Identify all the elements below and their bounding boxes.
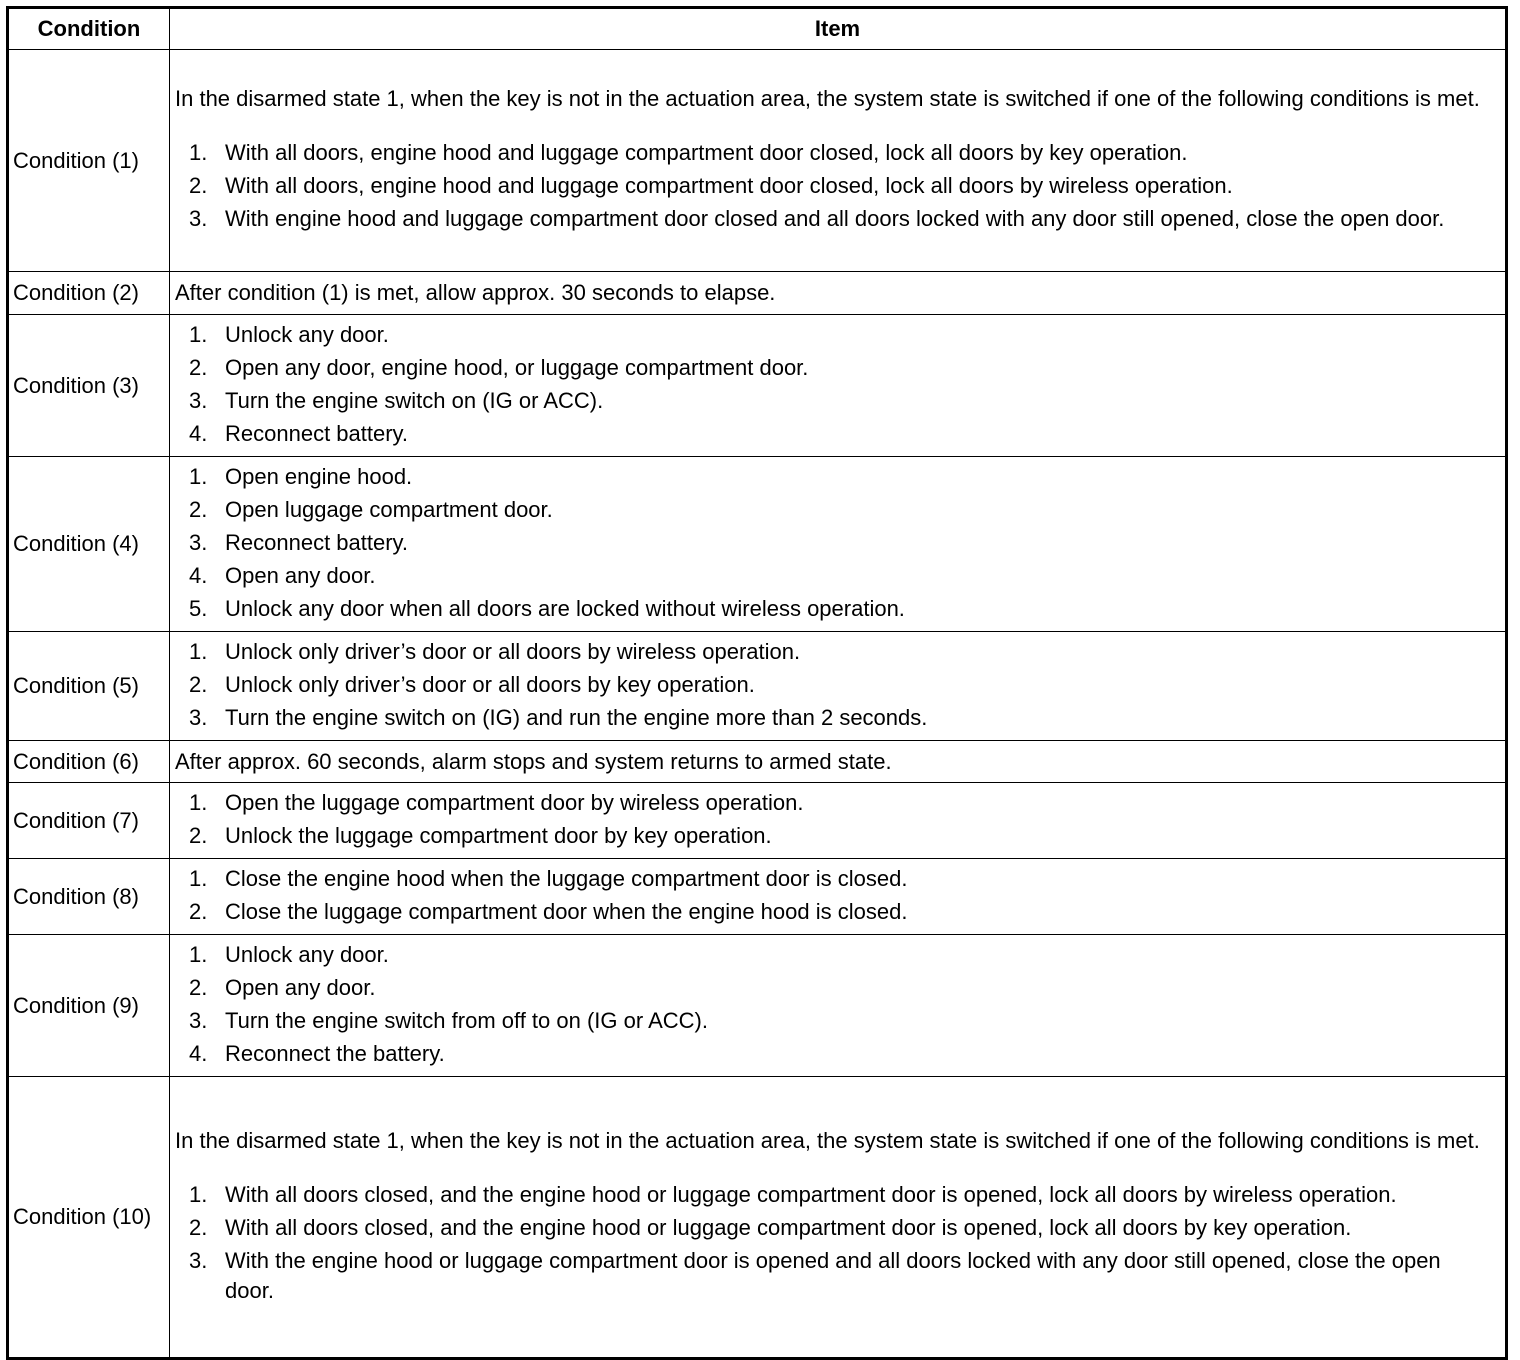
item-cell: [170, 741, 1507, 783]
condition-cell: Condition (7): [8, 783, 170, 859]
list-item-text: Reconnect the battery.: [225, 1041, 445, 1066]
item-list: [175, 138, 1487, 234]
list-item-number: 1.: [189, 942, 208, 967]
list-item-number: 3.: [189, 1008, 208, 1033]
item-list: [175, 462, 1487, 624]
list-item: [175, 594, 1487, 624]
list-item: [175, 788, 1487, 818]
list-item-number: 3.: [189, 530, 208, 555]
condition-cell: Condition (8): [8, 859, 170, 935]
item-cell: [170, 457, 1507, 632]
list-item-text: Close the luggage compartment door when the engine hood is closed.: [225, 899, 908, 924]
list-item: [175, 204, 1487, 234]
list-item: [175, 462, 1487, 492]
list-item-text: Reconnect battery.: [225, 421, 409, 446]
list-item-text: Open any door.: [225, 563, 376, 588]
list-item-text: Turn the engine switch on (IG) and run the engine more than 2 seconds.: [225, 705, 928, 730]
list-item-number: 1.: [189, 1181, 208, 1207]
list-item-number: 4.: [189, 1041, 208, 1066]
list-item-number: 3.: [189, 206, 208, 231]
list-item-text: Unlock any door.: [225, 322, 389, 347]
item-list: [175, 864, 1487, 927]
list-item-text: Turn the engine switch on (IG or ACC).: [225, 388, 604, 413]
item-intro: In the disarmed state 1, when the key is not in the actuation area, the system state is switched if one of the following conditions is met.: [175, 86, 1480, 111]
list-item-number: 2.: [189, 823, 208, 848]
condition-cell: Condition (3): [8, 315, 170, 457]
list-item-number: 2.: [189, 497, 208, 522]
list-item-number: 2.: [189, 173, 208, 198]
header-condition: Condition: [8, 8, 170, 50]
list-item-text: With all doors closed, and the engine hood or luggage compartment door is opened, lock all doors by key operation.: [225, 1214, 1352, 1240]
item-list: [175, 1180, 1487, 1306]
list-item: [175, 138, 1487, 168]
list-item-text: Close the engine hood when the luggage compartment door is closed.: [225, 866, 908, 891]
table-row: [8, 741, 1507, 783]
item-cell: [170, 935, 1507, 1077]
item-cell: [170, 50, 1507, 272]
list-item-text: Open the luggage compartment door by wireless operation.: [225, 790, 804, 815]
list-item: [175, 386, 1487, 416]
table-row: [8, 935, 1507, 1077]
condition-cell: Condition (9): [8, 935, 170, 1077]
table-row: [8, 315, 1507, 457]
list-item: [175, 528, 1487, 558]
list-item-number: 4.: [189, 421, 208, 446]
table-row: [8, 859, 1507, 935]
list-item-number: 2.: [189, 355, 208, 380]
list-item-text: Open luggage compartment door.: [225, 497, 553, 522]
item-list: [175, 788, 1487, 851]
item-intro: In the disarmed state 1, when the key is not in the actuation area, the system state is switched if one of the following conditions is met.: [175, 1127, 1480, 1153]
condition-cell: Condition (2): [8, 272, 170, 315]
list-item-number: 3.: [189, 705, 208, 730]
list-item-text: With the engine hood or luggage compartment door is opened and all doors locked with any door still opened, close the open door.: [225, 1247, 1441, 1303]
condition-cell: Condition (6): [8, 741, 170, 783]
list-item-text: Unlock the luggage compartment door by key operation.: [225, 823, 772, 848]
list-item: [175, 637, 1487, 667]
list-item-text: Unlock only driver’s door or all doors by key operation.: [225, 672, 755, 697]
list-item-number: 2.: [189, 899, 208, 924]
list-item-number: 1.: [189, 790, 208, 815]
item-text: After condition (1) is met, allow approx. 30 seconds to elapse.: [175, 280, 776, 305]
list-item: [175, 419, 1487, 449]
header-row: [8, 8, 1507, 50]
list-item-text: Open any door.: [225, 975, 376, 1000]
list-item: [175, 821, 1487, 851]
item-list: [175, 940, 1487, 1069]
table-row: [8, 783, 1507, 859]
list-item: [175, 561, 1487, 591]
table-body: [8, 50, 1507, 1359]
condition-cell: Condition (5): [8, 632, 170, 741]
list-item-text: Unlock any door.: [225, 942, 389, 967]
condition-table: [6, 6, 1508, 1360]
list-item-text: With engine hood and luggage compartment door closed and all doors locked with any door still opened, close the open door.: [225, 206, 1445, 231]
list-item: [175, 1006, 1487, 1036]
table-row: [8, 272, 1507, 315]
list-item: [175, 1246, 1487, 1306]
list-item: [175, 1039, 1487, 1069]
list-item-text: With all doors, engine hood and luggage compartment door closed, lock all doors by wireless operation.: [225, 173, 1233, 198]
table-row: [8, 632, 1507, 741]
item-cell: [170, 272, 1507, 315]
list-item: [175, 940, 1487, 970]
list-item: [175, 171, 1487, 201]
list-item: [175, 320, 1487, 350]
list-item-text: Reconnect battery.: [225, 530, 409, 555]
list-item-text: Turn the engine switch from off to on (IG or ACC).: [225, 1008, 708, 1033]
list-item-number: 1.: [189, 866, 208, 891]
list-item-number: 3.: [189, 1247, 208, 1273]
list-item-number: 1.: [189, 464, 208, 489]
condition-cell: Condition (10): [8, 1077, 170, 1359]
item-cell: [170, 632, 1507, 741]
list-item: [175, 703, 1487, 733]
list-item-number: 2.: [189, 1214, 208, 1240]
item-cell: [170, 315, 1507, 457]
list-item: [175, 973, 1487, 1003]
list-item-number: 5.: [189, 596, 208, 621]
item-list: [175, 320, 1487, 449]
list-item-text: With all doors, engine hood and luggage compartment door closed, lock all doors by key operation.: [225, 140, 1188, 165]
item-text: After approx. 60 seconds, alarm stops and system returns to armed state.: [175, 748, 892, 774]
list-item-text: Open engine hood.: [225, 464, 413, 489]
item-cell: [170, 783, 1507, 859]
list-item-number: 1.: [189, 140, 208, 165]
condition-cell: Condition (4): [8, 457, 170, 632]
list-item-text: Unlock only driver’s door or all doors by wireless operation.: [225, 639, 801, 664]
table-row: [8, 1077, 1507, 1359]
header-item: Item: [170, 8, 1507, 50]
list-item-number: 1.: [189, 639, 208, 664]
list-item-text: Open any door, engine hood, or luggage compartment door.: [225, 355, 809, 380]
condition-table-container: [6, 6, 1508, 1360]
list-item-text: Unlock any door when all doors are locked without wireless operation.: [225, 596, 905, 621]
table-row: [8, 457, 1507, 632]
list-item: [175, 897, 1487, 927]
item-cell: [170, 859, 1507, 935]
list-item: [175, 1213, 1487, 1243]
table-row: [8, 50, 1507, 272]
list-item-number: 3.: [189, 388, 208, 413]
list-item-text: With all doors closed, and the engine hood or luggage compartment door is opened, lock all doors by wireless operation.: [225, 1181, 1397, 1207]
list-item: [175, 1180, 1487, 1210]
list-item-number: 4.: [189, 563, 208, 588]
list-item-number: 1.: [189, 322, 208, 347]
condition-cell: Condition (1): [8, 50, 170, 272]
list-item: [175, 495, 1487, 525]
item-cell: [170, 1077, 1507, 1359]
item-list: [175, 637, 1487, 733]
list-item-number: 2.: [189, 672, 208, 697]
list-item: [175, 670, 1487, 700]
list-item-number: 2.: [189, 975, 208, 1000]
list-item: [175, 353, 1487, 383]
list-item: [175, 864, 1487, 894]
